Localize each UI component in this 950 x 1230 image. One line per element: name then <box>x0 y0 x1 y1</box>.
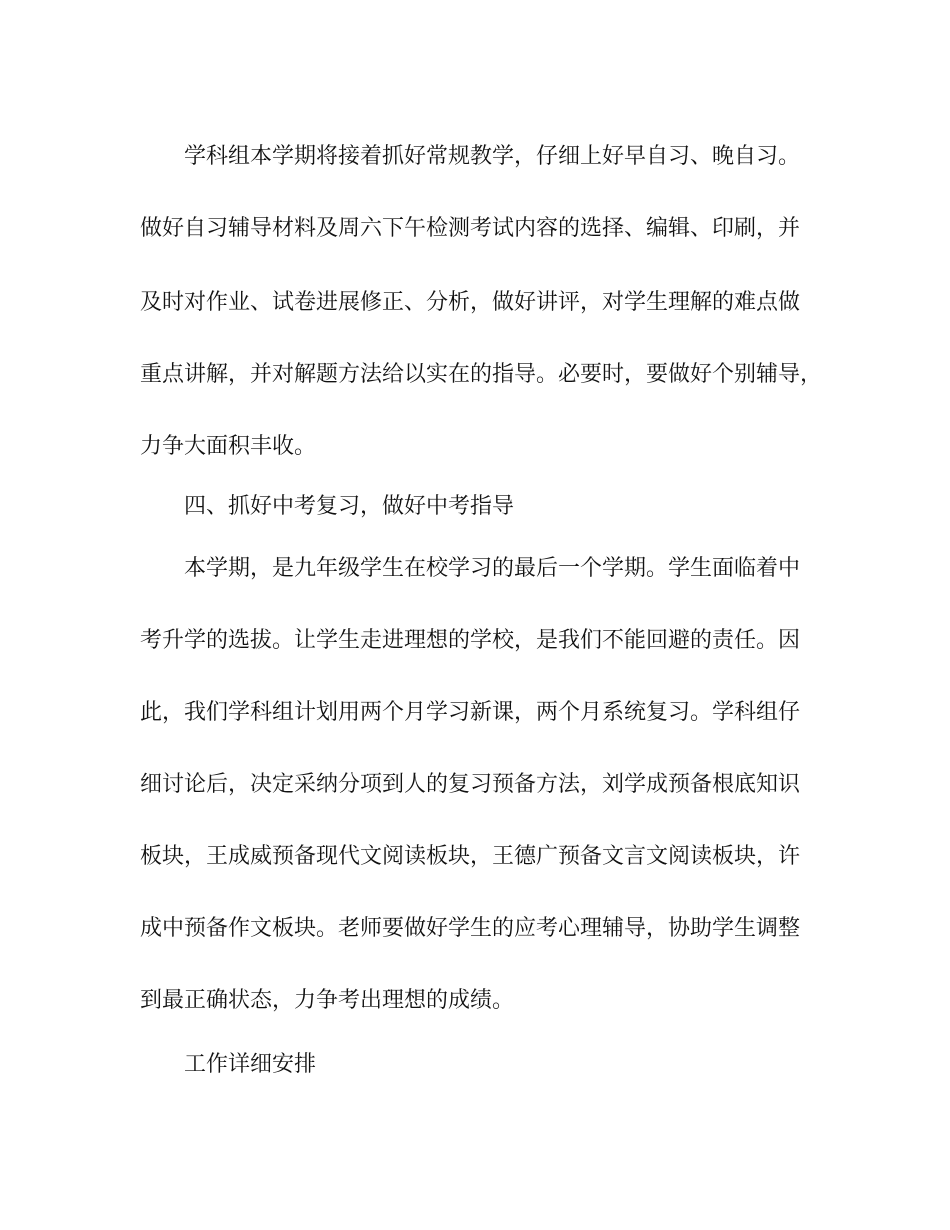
paragraph-2-line-3: 此，我们学科组计划用两个月学习新课，两个月系统复习。学科组仔 <box>140 700 801 725</box>
paragraph-2-line-2: 考升学的选拔。让学生走进理想的学校，是我们不能回避的责任。因 <box>140 628 801 653</box>
paragraph-2-line-4: 细讨论后，决定采纳分项到人的复习预备方法，刘学成预备根底知识 <box>140 772 801 797</box>
section-heading-schedule: 工作详细安排 <box>184 1052 317 1077</box>
paragraph-1-line-5: 力争大面积丰收。 <box>140 434 317 459</box>
paragraph-2-line-5: 板块，王成威预备现代文阅读板块，王德广预备文言文阅读板块，许 <box>140 844 801 869</box>
paragraph-1-line-3: 及时对作业、试卷进展修正、分析，做好讲评，对学生理解的难点做 <box>140 290 801 315</box>
section-heading-4: 四、抓好中考复习，做好中考指导 <box>184 494 515 519</box>
paragraph-2-line-6: 成中预备作文板块。老师要做好学生的应考心理辅导，协助学生调整 <box>140 916 801 941</box>
paragraph-1-line-2: 做好自习辅导材料及周六下午检测考试内容的选择、编辑、印刷，并 <box>140 216 801 241</box>
paragraph-1-line-4: 重点讲解，并对解题方法给以实在的指导。必要时，要做好个别辅导， <box>140 362 823 387</box>
paragraph-2-line-7: 到最正确状态，力争考出理想的成绩。 <box>140 988 515 1013</box>
paragraph-1-line-1: 学科组本学期将接着抓好常规教学，仔细上好早自习、晚自习。 <box>184 144 801 169</box>
paragraph-2-line-1: 本学期，是九年级学生在校学习的最后一个学期。学生面临着中 <box>184 556 801 581</box>
